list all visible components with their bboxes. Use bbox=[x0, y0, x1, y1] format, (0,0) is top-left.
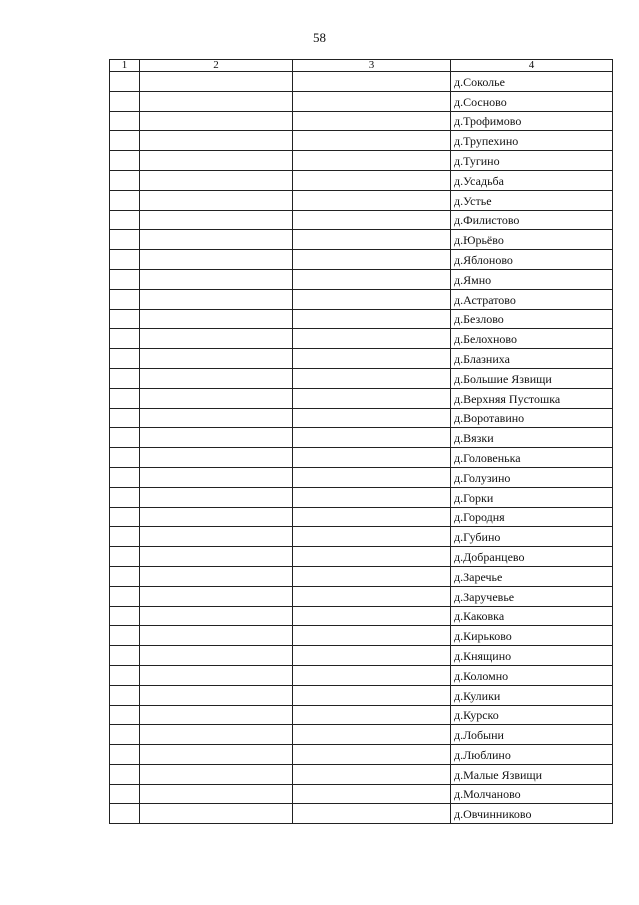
table-cell-col-1 bbox=[110, 527, 140, 547]
table-row bbox=[110, 764, 613, 784]
settlement-name-cell: д.Усадьба bbox=[451, 170, 613, 190]
table-cell-col-3 bbox=[293, 487, 451, 507]
table-cell-col-1 bbox=[110, 586, 140, 606]
table-cell-col-1 bbox=[110, 210, 140, 230]
table-row bbox=[110, 586, 613, 606]
table-cell-col-1 bbox=[110, 151, 140, 171]
table-cell-col-1 bbox=[110, 507, 140, 527]
table-cell-col-3 bbox=[293, 388, 451, 408]
table-row bbox=[110, 190, 613, 210]
table-cell-col-3 bbox=[293, 190, 451, 210]
table-row bbox=[110, 725, 613, 745]
settlement-name-cell: д.Блазниха bbox=[451, 349, 613, 369]
table-cell-col-2 bbox=[140, 250, 293, 270]
table-cell-col-2 bbox=[140, 111, 293, 131]
table-cell-col-1 bbox=[110, 685, 140, 705]
table-cell-col-3 bbox=[293, 467, 451, 487]
table-cell-col-3 bbox=[293, 250, 451, 270]
table-cell-col-3 bbox=[293, 527, 451, 547]
settlement-name-cell: д.Малые Язвищи bbox=[451, 764, 613, 784]
table-cell-col-3 bbox=[293, 170, 451, 190]
table-cell-col-3 bbox=[293, 289, 451, 309]
settlement-name-cell: д.Устье bbox=[451, 190, 613, 210]
table-cell-col-3 bbox=[293, 91, 451, 111]
table-row bbox=[110, 388, 613, 408]
table-cell-col-3 bbox=[293, 269, 451, 289]
table-cell-col-2 bbox=[140, 448, 293, 468]
settlement-name-cell: д.Вязки bbox=[451, 428, 613, 448]
table-cell-col-1 bbox=[110, 764, 140, 784]
table-cell-col-1 bbox=[110, 606, 140, 626]
settlement-name-cell: д.Курско bbox=[451, 705, 613, 725]
table-cell-col-3 bbox=[293, 764, 451, 784]
table-cell-col-2 bbox=[140, 606, 293, 626]
table-cell-col-3 bbox=[293, 448, 451, 468]
table-row bbox=[110, 329, 613, 349]
table-cell-col-2 bbox=[140, 210, 293, 230]
table-cell-col-1 bbox=[110, 368, 140, 388]
settlement-name-cell: д.Трупехино bbox=[451, 131, 613, 151]
table-cell-col-2 bbox=[140, 467, 293, 487]
table-row bbox=[110, 309, 613, 329]
table-row bbox=[110, 606, 613, 626]
table-cell-col-2 bbox=[140, 131, 293, 151]
table-row bbox=[110, 547, 613, 567]
table-row bbox=[110, 368, 613, 388]
table-cell-col-2 bbox=[140, 408, 293, 428]
page-number: 58 bbox=[313, 30, 326, 45]
table-cell-col-2 bbox=[140, 586, 293, 606]
settlement-name-cell: д.Филистово bbox=[451, 210, 613, 230]
table-cell-col-1 bbox=[110, 170, 140, 190]
table-cell-col-3 bbox=[293, 566, 451, 586]
settlement-name-cell: д.Трофимово bbox=[451, 111, 613, 131]
table-cell-col-2 bbox=[140, 388, 293, 408]
table-cell-col-1 bbox=[110, 269, 140, 289]
table-cell-col-1 bbox=[110, 428, 140, 448]
settlement-name-cell: д.Каковка bbox=[451, 606, 613, 626]
table-row bbox=[110, 804, 613, 824]
table-row bbox=[110, 269, 613, 289]
table-cell-col-3 bbox=[293, 665, 451, 685]
table-cell-col-3 bbox=[293, 349, 451, 369]
table-row bbox=[110, 151, 613, 171]
settlement-name-cell: д.Тугино bbox=[451, 151, 613, 171]
settlements-table bbox=[109, 59, 613, 824]
table-row bbox=[110, 507, 613, 527]
column-header-1: 1 bbox=[110, 60, 140, 72]
table-cell-col-2 bbox=[140, 507, 293, 527]
table-cell-col-3 bbox=[293, 507, 451, 527]
table-cell-col-2 bbox=[140, 764, 293, 784]
settlement-name-cell: д.Люблино bbox=[451, 745, 613, 765]
table-row bbox=[110, 665, 613, 685]
table-cell-col-1 bbox=[110, 646, 140, 666]
settlement-name-cell: д.Юрьёво bbox=[451, 230, 613, 250]
table-cell-col-1 bbox=[110, 665, 140, 685]
table-row bbox=[110, 626, 613, 646]
table-cell-col-1 bbox=[110, 250, 140, 270]
table-cell-col-2 bbox=[140, 487, 293, 507]
table-cell-col-2 bbox=[140, 151, 293, 171]
table-cell-col-1 bbox=[110, 784, 140, 804]
table-cell-col-3 bbox=[293, 131, 451, 151]
table-row bbox=[110, 527, 613, 547]
settlement-name-cell: д.Яблоново bbox=[451, 250, 613, 270]
table-row bbox=[110, 566, 613, 586]
table-cell-col-3 bbox=[293, 784, 451, 804]
table-row bbox=[110, 646, 613, 666]
table-cell-col-3 bbox=[293, 804, 451, 824]
table-cell-col-3 bbox=[293, 745, 451, 765]
table-cell-col-2 bbox=[140, 289, 293, 309]
settlement-name-cell: д.Верхняя Пустошка bbox=[451, 388, 613, 408]
table-cell-col-2 bbox=[140, 705, 293, 725]
table-cell-col-3 bbox=[293, 210, 451, 230]
table-cell-col-1 bbox=[110, 388, 140, 408]
table-row bbox=[110, 170, 613, 190]
table-cell-col-1 bbox=[110, 745, 140, 765]
table-cell-col-2 bbox=[140, 269, 293, 289]
table-cell-col-1 bbox=[110, 487, 140, 507]
table-cell-col-1 bbox=[110, 309, 140, 329]
table-row bbox=[110, 72, 613, 92]
table-cell-col-3 bbox=[293, 547, 451, 567]
table-row bbox=[110, 784, 613, 804]
table-row bbox=[110, 705, 613, 725]
table-cell-col-1 bbox=[110, 408, 140, 428]
table-cell-col-2 bbox=[140, 349, 293, 369]
table-cell-col-2 bbox=[140, 547, 293, 567]
table-cell-col-1 bbox=[110, 467, 140, 487]
table-cell-col-2 bbox=[140, 527, 293, 547]
table-cell-col-1 bbox=[110, 349, 140, 369]
table-cell-col-2 bbox=[140, 745, 293, 765]
table-cell-col-2 bbox=[140, 665, 293, 685]
settlement-name-cell: д.Добранцево bbox=[451, 547, 613, 567]
table-cell-col-2 bbox=[140, 804, 293, 824]
table-cell-col-2 bbox=[140, 725, 293, 745]
table-cell-col-2 bbox=[140, 784, 293, 804]
table-row bbox=[110, 111, 613, 131]
table-cell-col-2 bbox=[140, 170, 293, 190]
table-cell-col-2 bbox=[140, 685, 293, 705]
settlement-name-cell: д.Соколье bbox=[451, 72, 613, 92]
table-cell-col-2 bbox=[140, 368, 293, 388]
table-cell-col-3 bbox=[293, 626, 451, 646]
table-cell-col-3 bbox=[293, 111, 451, 131]
table-row bbox=[110, 131, 613, 151]
table-cell-col-1 bbox=[110, 91, 140, 111]
settlement-name-cell: д.Воротавино bbox=[451, 408, 613, 428]
table-cell-col-2 bbox=[140, 309, 293, 329]
table-cell-col-1 bbox=[110, 804, 140, 824]
table-cell-col-3 bbox=[293, 151, 451, 171]
table-row bbox=[110, 289, 613, 309]
table-cell-col-3 bbox=[293, 72, 451, 92]
settlement-name-cell: д.Губино bbox=[451, 527, 613, 547]
table-cell-col-3 bbox=[293, 725, 451, 745]
settlement-name-cell: д.Молчаново bbox=[451, 784, 613, 804]
table-cell-col-2 bbox=[140, 230, 293, 250]
column-header-4: 4 bbox=[451, 60, 613, 72]
table-cell-col-2 bbox=[140, 626, 293, 646]
table-row bbox=[110, 685, 613, 705]
table-row bbox=[110, 408, 613, 428]
settlement-name-cell: д.Головенька bbox=[451, 448, 613, 468]
table-cell-col-2 bbox=[140, 428, 293, 448]
table-cell-col-2 bbox=[140, 72, 293, 92]
table-cell-col-3 bbox=[293, 230, 451, 250]
table-cell-col-1 bbox=[110, 566, 140, 586]
table-body bbox=[110, 72, 613, 824]
table-row bbox=[110, 210, 613, 230]
table-cell-col-2 bbox=[140, 190, 293, 210]
settlement-name-cell: д.Безлово bbox=[451, 309, 613, 329]
table-row bbox=[110, 745, 613, 765]
settlement-name-cell: д.Астратово bbox=[451, 289, 613, 309]
table-cell-col-3 bbox=[293, 646, 451, 666]
table-row bbox=[110, 230, 613, 250]
settlement-name-cell: д.Сосново bbox=[451, 91, 613, 111]
table-cell-col-1 bbox=[110, 72, 140, 92]
settlement-name-cell: д.Горки bbox=[451, 487, 613, 507]
table-cell-col-1 bbox=[110, 230, 140, 250]
table-row bbox=[110, 487, 613, 507]
settlement-name-cell: д.Овчинниково bbox=[451, 804, 613, 824]
table-cell-col-1 bbox=[110, 626, 140, 646]
table-cell-col-3 bbox=[293, 705, 451, 725]
table-cell-col-3 bbox=[293, 685, 451, 705]
table-cell-col-1 bbox=[110, 111, 140, 131]
table-cell-col-3 bbox=[293, 606, 451, 626]
settlement-name-cell: д.Заречье bbox=[451, 566, 613, 586]
table-row bbox=[110, 467, 613, 487]
settlement-name-cell: д.Большие Язвищи bbox=[451, 368, 613, 388]
column-header-2: 2 bbox=[140, 60, 293, 72]
settlement-name-cell: д.Белохново bbox=[451, 329, 613, 349]
table-cell-col-3 bbox=[293, 329, 451, 349]
table-row bbox=[110, 349, 613, 369]
table-cell-col-1 bbox=[110, 289, 140, 309]
table-cell-col-1 bbox=[110, 448, 140, 468]
table-cell-col-1 bbox=[110, 131, 140, 151]
table-cell-col-1 bbox=[110, 190, 140, 210]
settlement-name-cell: д.Лобыни bbox=[451, 725, 613, 745]
table-row bbox=[110, 428, 613, 448]
table-cell-col-2 bbox=[140, 566, 293, 586]
settlement-name-cell: д.Коломно bbox=[451, 665, 613, 685]
table-cell-col-1 bbox=[110, 705, 140, 725]
table-cell-col-2 bbox=[140, 91, 293, 111]
settlement-name-cell: д.Княщино bbox=[451, 646, 613, 666]
table-cell-col-1 bbox=[110, 547, 140, 567]
table-row bbox=[110, 448, 613, 468]
table-cell-col-1 bbox=[110, 725, 140, 745]
table-cell-col-2 bbox=[140, 329, 293, 349]
table-row bbox=[110, 250, 613, 270]
table-cell-col-3 bbox=[293, 428, 451, 448]
settlement-name-cell: д.Голузино bbox=[451, 467, 613, 487]
settlement-name-cell: д.Кирьково bbox=[451, 626, 613, 646]
settlement-name-cell: д.Кулики bbox=[451, 685, 613, 705]
table-cell-col-2 bbox=[140, 646, 293, 666]
column-header-3: 3 bbox=[293, 60, 451, 72]
table-cell-col-3 bbox=[293, 368, 451, 388]
table-row bbox=[110, 91, 613, 111]
table-cell-col-1 bbox=[110, 329, 140, 349]
settlement-name-cell: д.Заручевье bbox=[451, 586, 613, 606]
settlement-name-cell: д.Городня bbox=[451, 507, 613, 527]
table-cell-col-3 bbox=[293, 309, 451, 329]
settlement-name-cell: д.Ямно bbox=[451, 269, 613, 289]
table-header-row bbox=[110, 60, 613, 72]
table-cell-col-3 bbox=[293, 408, 451, 428]
table-cell-col-3 bbox=[293, 586, 451, 606]
